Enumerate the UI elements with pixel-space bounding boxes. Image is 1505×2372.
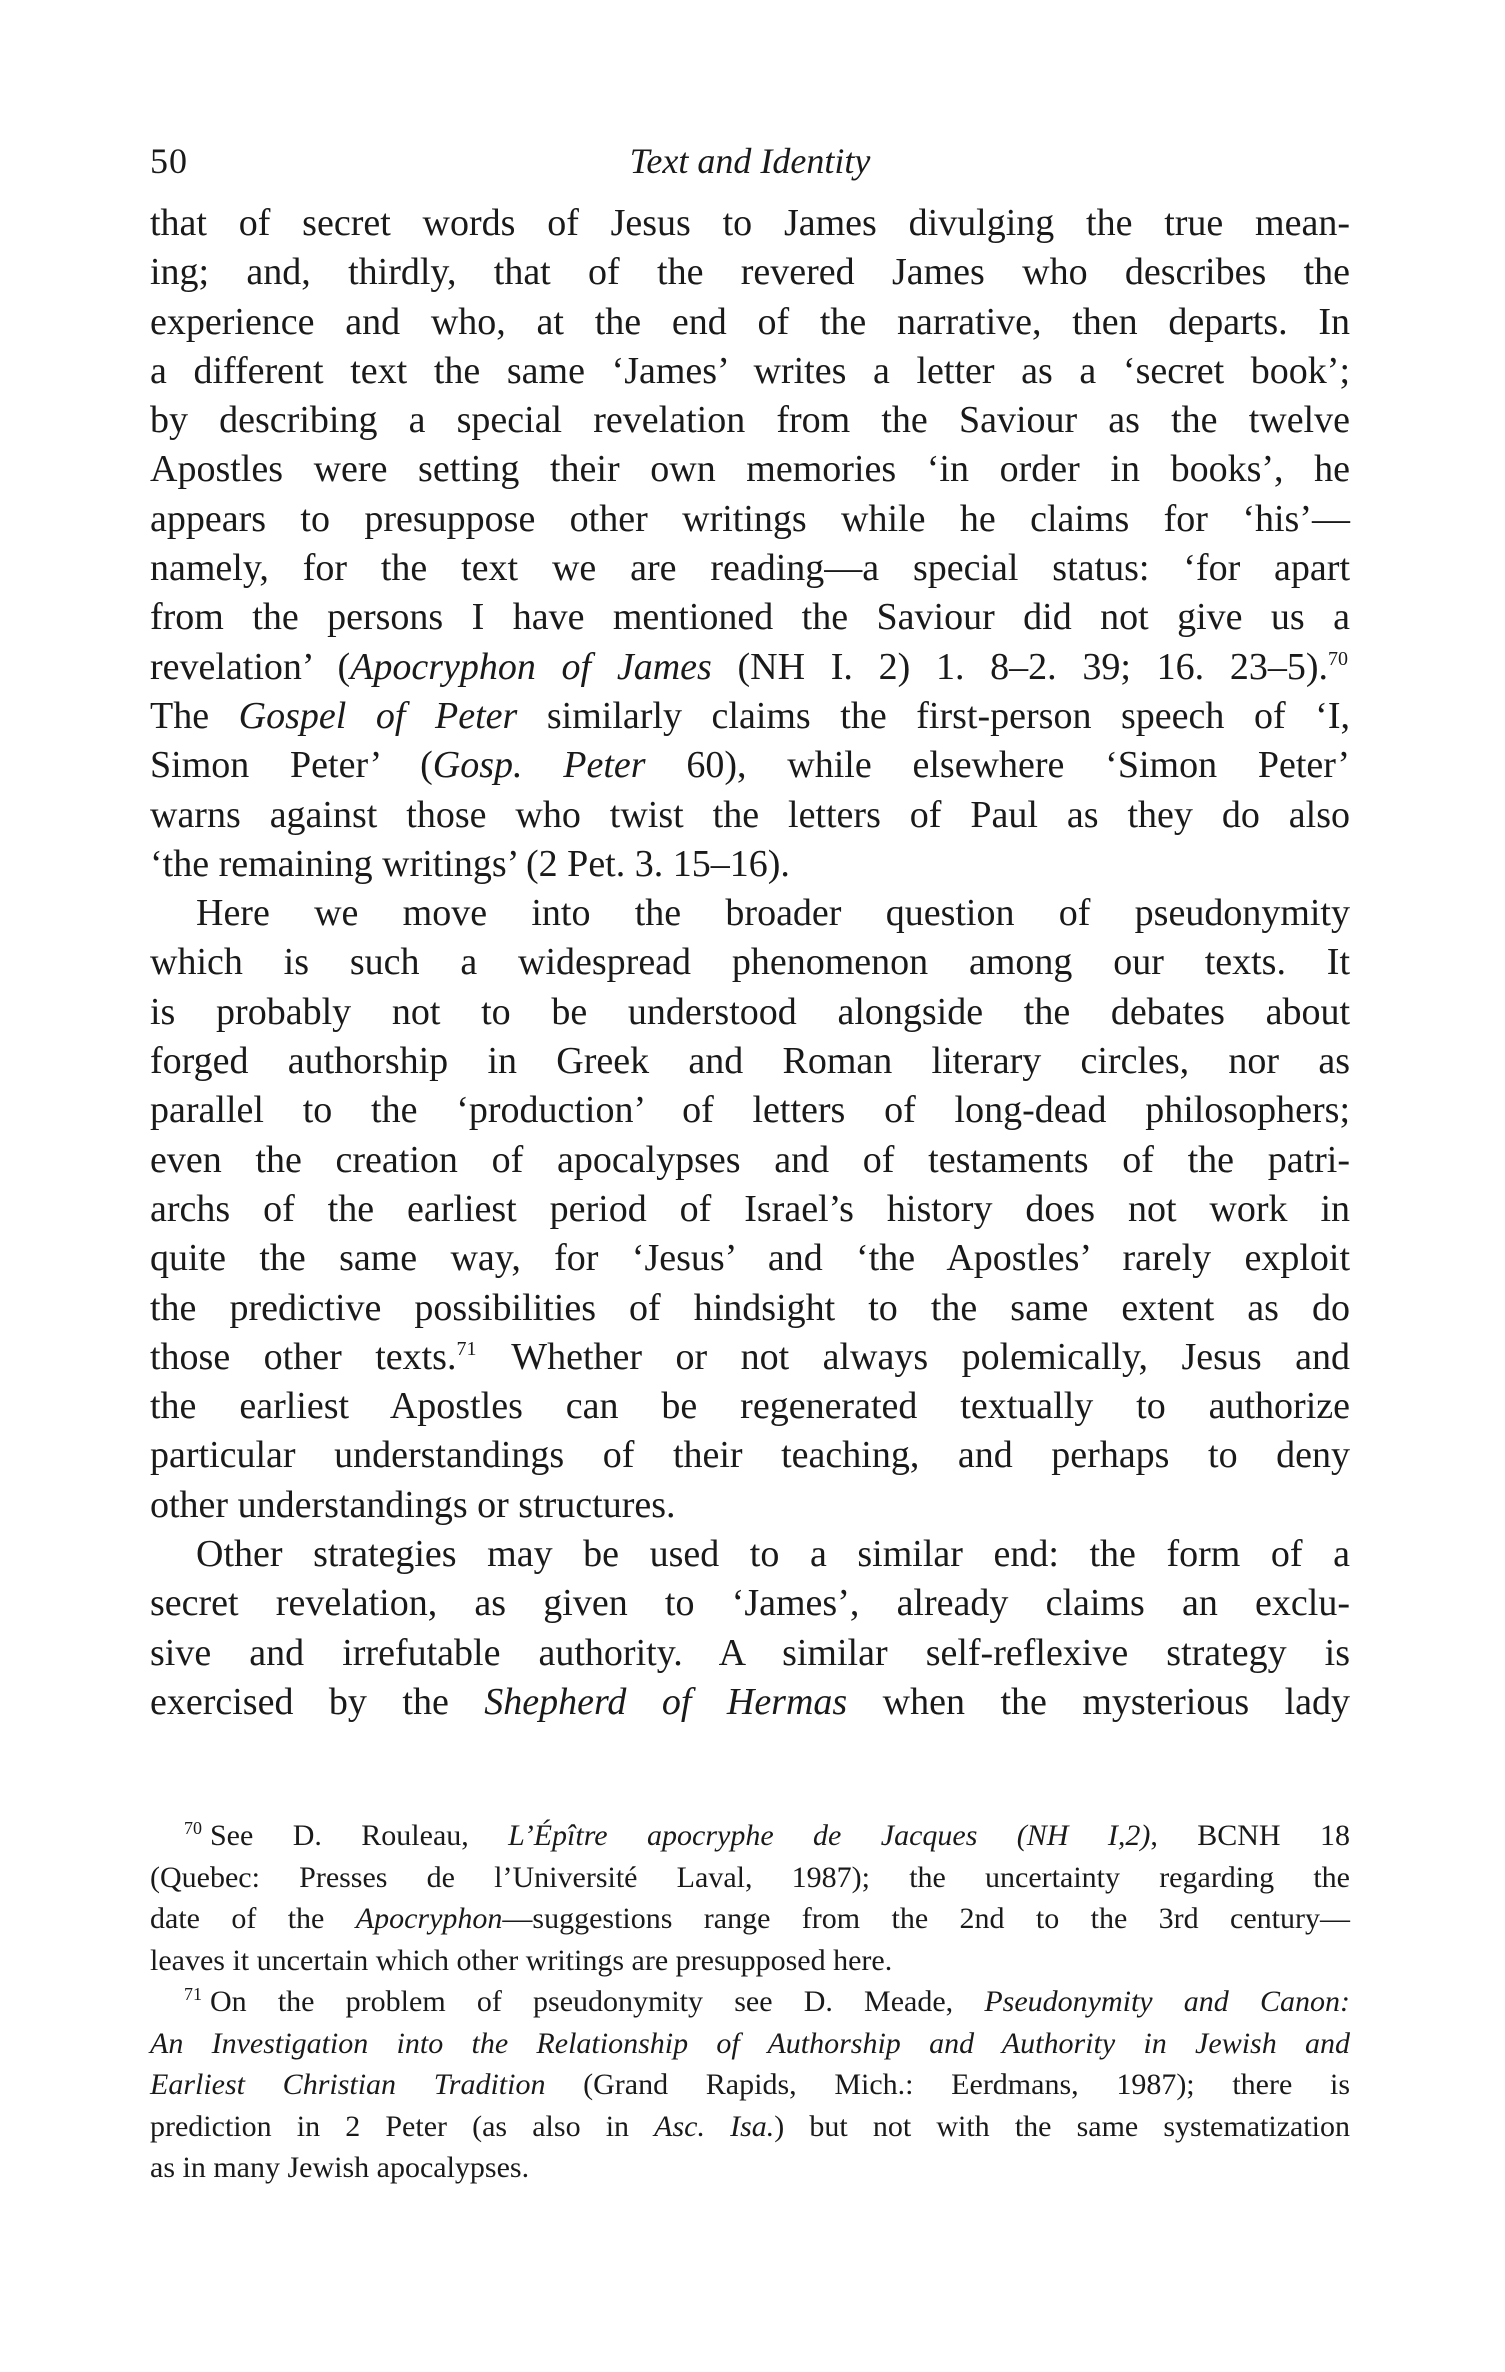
text-line: namely, for the text we are reading—a special status: ‘for apart	[150, 547, 1350, 590]
text-line	[150, 1333, 1350, 1382]
work-title-gospel-of-peter: Gospel of Peter	[238, 694, 518, 737]
work-title-shepherd-of-hermas: Shepherd of Hermas	[484, 1680, 848, 1723]
work-title: Apocryphon	[355, 1902, 503, 1935]
text-run: similarly claims the first-person speech of ‘I,	[517, 694, 1350, 737]
work-title-gosp-peter: Gosp. Peter	[432, 744, 646, 787]
text-line: other understandings or structures.	[150, 1483, 676, 1526]
text-run: (Grand Rapids, Mich.: Eerdmans, 1987); there is	[545, 2068, 1350, 2101]
text-line	[150, 1678, 1350, 1727]
running-title: Text and Identity	[629, 141, 871, 181]
footnote-ref-70[interactable]: 70	[1328, 647, 1348, 670]
text-line: ‘the remaining writings’ (2 Pet. 3. 15–16).	[150, 842, 790, 885]
footnote-70	[150, 1815, 1350, 1981]
text-run: 60), while elsewhere ‘Simon Peter’	[645, 744, 1350, 787]
footnote-line	[150, 1815, 1350, 1857]
text-run: (NH I. 2) 1. 8–2. 39; 16. 23–5).	[711, 645, 1328, 688]
footnote-number: 71	[184, 1984, 202, 2004]
text-line: a different text the same ‘James’ writes a letter as a ‘secret book’;	[150, 349, 1350, 392]
paragraph-2	[150, 889, 1350, 1530]
footnote-line	[150, 2064, 1350, 2106]
text-line: secret revelation, as given to ‘James’, already claims an exclu-	[150, 1582, 1350, 1625]
text-run: See D. Rouleau,	[210, 1819, 509, 1852]
footnote-line: as in many Jewish apocalypses.	[150, 2151, 530, 2184]
text-line: sive and irrefutable authority. A similar self-reflexive strategy is	[150, 1631, 1350, 1674]
text-line: forged authorship in Greek and Roman literary circles, nor as	[150, 1040, 1350, 1083]
text-line: warns against those who twist the letters of Paul as they do also	[150, 793, 1350, 836]
main-text	[150, 199, 1350, 1727]
text-run: those other texts.	[150, 1335, 457, 1378]
text-line: parallel to the ‘production’ of letters of long-dead philosophers;	[150, 1089, 1350, 1132]
page-header	[150, 140, 1350, 190]
footnote-line	[150, 2106, 1350, 2148]
text-run: exercised by the	[150, 1680, 485, 1723]
text-line: the predictive possibilities of hindsight to the same extent as do	[150, 1286, 1350, 1329]
page-number: 50	[150, 141, 188, 181]
footnote-line: An Investigation into the Relationship of Authorship and Authority in Jewish and	[150, 2026, 1350, 2060]
text-run: date of the	[150, 1902, 356, 1935]
text-run: Simon Peter’ (	[150, 744, 433, 787]
text-line: the earliest Apostles can be regenerated textually to authorize	[150, 1385, 1350, 1428]
text-run: The	[150, 694, 239, 737]
text-line: appears to presuppose other writings while he claims for ‘his’—	[150, 497, 1350, 540]
text-line	[150, 692, 1350, 741]
text-line: Other strategies may be used to a similar end: the form of a	[196, 1533, 1350, 1576]
paragraph-3	[150, 1530, 1350, 1727]
text-run: On the problem of pseudonymity see D. Meade,	[210, 1985, 985, 2018]
text-line: Here we move into the broader question of pseudonymity	[196, 892, 1350, 935]
text-run: , BCNH 18	[1150, 1819, 1350, 1852]
text-line: quite the same way, for ‘Jesus’ and ‘the Apostles’ rarely exploit	[150, 1237, 1350, 1280]
text-run: ) but not with the same systematization	[774, 2109, 1350, 2143]
text-line: experience and who, at the end of the narrative, then departs. In	[150, 300, 1350, 343]
footnote-line	[150, 1898, 1350, 1940]
text-line: particular understandings of their teaching, and perhaps to deny	[150, 1434, 1350, 1477]
text-line: is probably not to be understood alongside the debates about	[150, 990, 1350, 1033]
text-line	[150, 741, 1350, 790]
footnote-ref-71[interactable]: 71	[456, 1337, 477, 1360]
text-line: ing; and, thirdly, that of the revered James who describes the	[150, 251, 1350, 294]
text-run: when the mysterious lady	[847, 1680, 1350, 1723]
text-line: from the persons I have mentioned the Saviour did not give us a	[150, 596, 1350, 639]
footnote-line: (Quebec: Presses de l’Université Laval, 1987); the uncertainty regarding the	[150, 1860, 1350, 1894]
work-title-apocryphon-of-james: Apocryphon of James	[350, 645, 712, 688]
paragraph-1	[150, 199, 1350, 889]
text-run: prediction in 2 Peter (as also in	[150, 2109, 655, 2143]
text-line: Apostles were setting their own memories ‘in order in books’, he	[150, 448, 1350, 491]
footnotes	[150, 1815, 1350, 2189]
text-run: Whether or not always polemically, Jesus and	[478, 1335, 1351, 1378]
text-line: even the creation of apocalypses and of testaments of the patri-	[150, 1138, 1350, 1181]
work-title: Earliest Christian Tradition	[150, 2068, 546, 2101]
work-title: Pseudonymity and Canon:	[984, 1985, 1350, 2018]
text-line: that of secret words of Jesus to James divulging the true mean-	[150, 202, 1350, 244]
footnote-line: leaves it uncertain which other writings are presupposed here.	[150, 1943, 893, 1977]
work-title: Asc. Isa.	[654, 2109, 775, 2143]
text-line: which is such a widespread phenomenon among our texts. It	[150, 941, 1350, 984]
footnote-number: 70	[184, 1818, 202, 1838]
work-title: L’Épître apocryphe de Jacques (NH I,2)	[508, 1819, 1151, 1852]
text-line: by describing a special revelation from the Saviour as the twelve	[150, 399, 1350, 442]
text-run: —suggestions range from the 2nd to the 3rd century—	[502, 1902, 1351, 1935]
footnote-line	[150, 1981, 1350, 2023]
text-run: revelation’ (	[150, 645, 351, 688]
footnote-71	[150, 1981, 1350, 2189]
text-line: archs of the earliest period of Israel’s history does not work in	[150, 1187, 1350, 1230]
text-line	[150, 643, 1350, 692]
